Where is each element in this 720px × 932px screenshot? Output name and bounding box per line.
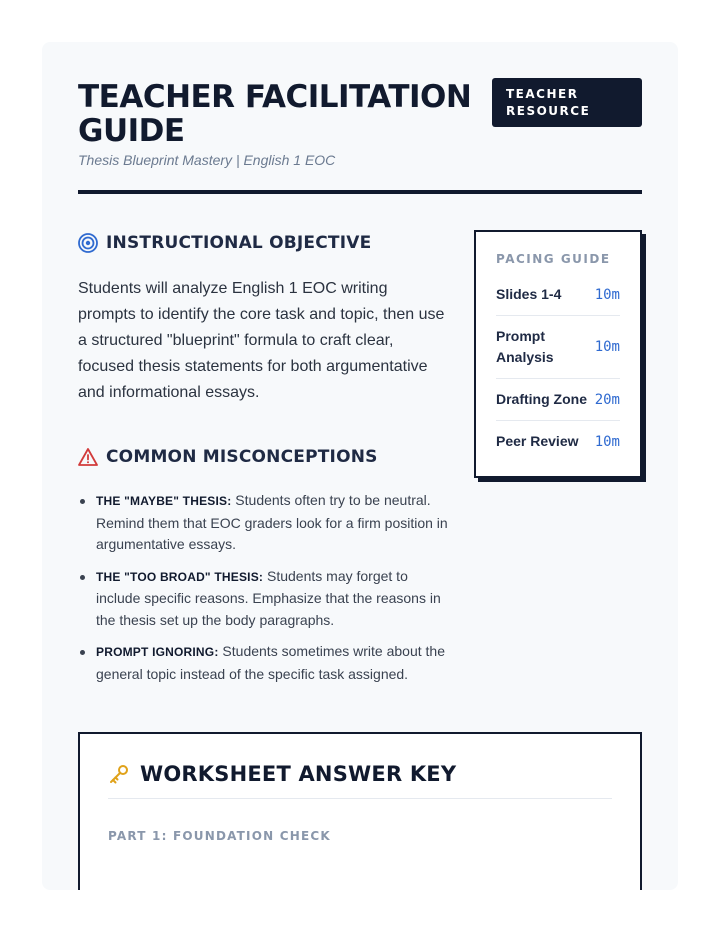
left-column <box>78 232 448 695</box>
pacing-row <box>496 274 620 316</box>
header-divider <box>78 190 642 194</box>
guide-page <box>42 42 678 890</box>
warning-icon <box>78 447 98 467</box>
pacing-label: Prompt Analysis <box>496 328 554 365</box>
objective-heading-row <box>78 232 448 254</box>
misconception-text: Students may forget to include specific reasons. Emphasize that the reasons in the thesis set up the body paragraphs. <box>96 567 441 628</box>
teacher-resource-badge: TEACHER RESOURCE <box>492 78 642 127</box>
pacing-time: 10m <box>594 339 620 355</box>
pacing-time: 10m <box>594 286 620 303</box>
misconception-term: THE "MAYBE" THESIS: <box>96 494 232 508</box>
answer-key-heading-row <box>108 762 612 799</box>
pacing-time: 10m <box>594 433 620 450</box>
misconception-term: THE "TOO BROAD" THESIS: <box>96 569 264 584</box>
pacing-label: Peer Review <box>496 433 579 449</box>
answer-key-section <box>78 732 642 890</box>
pacing-guide-title: PACING GUIDE <box>496 252 611 266</box>
pacing-label: Drafting Zone <box>496 391 587 407</box>
list-item <box>78 641 448 685</box>
page-title: TEACHER FACILITATION GUIDE <box>78 79 472 149</box>
pacing-row <box>496 421 620 462</box>
misconceptions-heading: COMMON MISCONCEPTIONS <box>106 447 378 467</box>
part-1-label: PART 1: FOUNDATION CHECK <box>108 829 331 843</box>
pacing-row <box>496 379 620 421</box>
misconceptions-list <box>78 490 448 685</box>
list-item <box>78 566 448 632</box>
misconceptions-heading-row <box>78 446 448 468</box>
pacing-row <box>496 316 620 379</box>
misconception-term: PROMPT IGNORING: <box>96 645 219 659</box>
objective-heading: INSTRUCTIONAL OBJECTIVE <box>106 233 372 253</box>
answer-key-heading: WORKSHEET ANSWER KEY <box>140 762 457 786</box>
pacing-guide-card <box>474 230 642 478</box>
misconception-text: Students sometimes write about the general topic instead of the specific task assigned. <box>96 643 445 682</box>
pacing-time: 20m <box>594 391 620 408</box>
page-subtitle: Thesis Blueprint Mastery | English 1 EOC <box>78 152 336 168</box>
misconception-text: Students often try to be neutral. Remind them that EOC graders look for a firm position in argumentative essays. <box>96 492 448 552</box>
list-item <box>78 490 448 556</box>
pacing-label: Slides 1-4 <box>496 286 562 302</box>
target-icon <box>78 233 98 253</box>
objective-text: Students will analyze English 1 EOC writing prompts to identify the core task and topic, then use a structured "blueprint" formula to craft clear, focused thesis statements for both argumentative and informational essays. <box>78 280 445 401</box>
key-icon <box>108 763 130 785</box>
header <box>78 76 642 192</box>
